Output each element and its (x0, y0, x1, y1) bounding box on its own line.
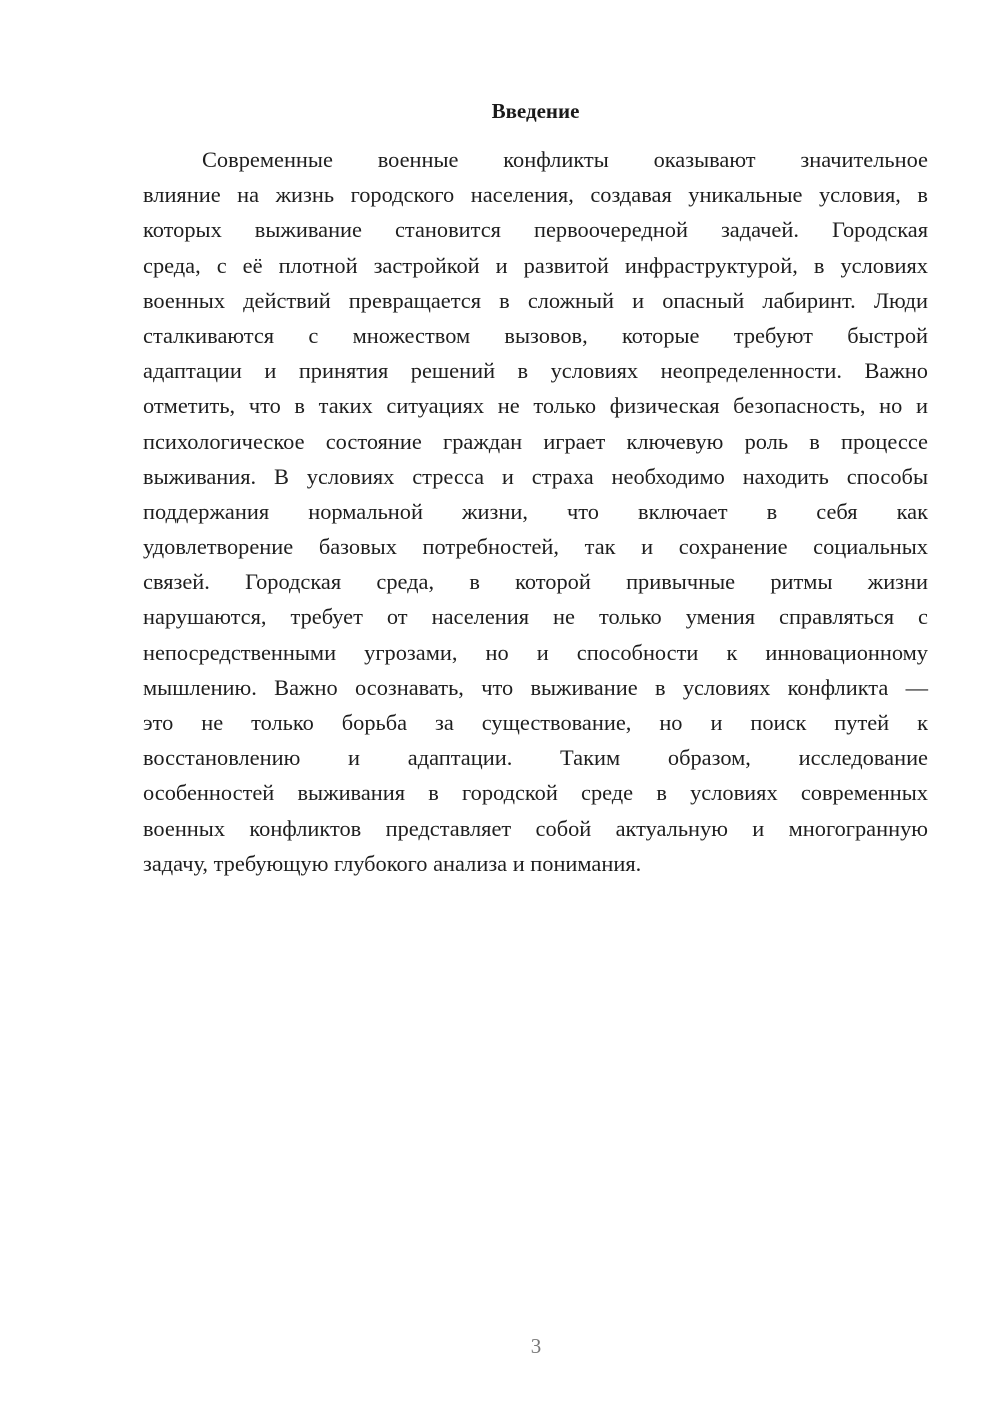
page-number: 3 (530, 1334, 542, 1358)
body-paragraph (143, 142, 928, 881)
paragraph-line: нарушаются, требует от населения не только умения справляться с (143, 604, 928, 630)
paragraph-line: влияние на жизнь городского населения, создавая уникальные условия, в (143, 182, 928, 208)
paragraph-line: психологическое состояние граждан играет ключевую роль в процессе (143, 428, 928, 454)
paragraph-line: связей. Городская среда, в которой привычные ритмы жизни (143, 569, 928, 595)
paragraph-line: удовлетворение базовых потребностей, так и сохранение социальных (143, 534, 928, 560)
paragraph-line: адаптации и принятия решений в условиях неопределенности. Важно (143, 358, 928, 384)
paragraph-line: военных действий превращается в сложный и опасный лабиринт. Люди (143, 287, 928, 313)
paragraph-line: особенностей выживания в городской среде в условиях современных (143, 780, 928, 806)
paragraph-line: непосредственными угрозами, но и способности к инновационному (143, 639, 928, 665)
paragraph-line: отметить, что в таких ситуациях не только физическая безопасность, но и (143, 393, 928, 419)
paragraph-line: восстановлению и адаптации. Таким образом, исследование (143, 745, 928, 771)
paragraph-line: выживания. В условиях стресса и страха необходимо находить способы (143, 463, 928, 489)
paragraph-line: мышлению. Важно осознавать, что выживание в условиях конфликта — (143, 674, 928, 700)
paragraph-line: среда, с её плотной застройкой и развитой инфраструктурой, в условиях (143, 252, 928, 278)
paragraph-line: это не только борьба за существование, но и поиск путей к (143, 710, 928, 735)
paragraph-line: которых выживание становится первоочередной задачей. Городская (143, 217, 928, 243)
paragraph-line: сталкиваются с множеством вызовов, которые требуют быстрой (143, 322, 928, 348)
paragraph-line: военных конфликтов представляет собой актуальную и многогранную (143, 815, 928, 841)
paragraph-line: поддержания нормальной жизни, что включает в себя как (143, 498, 928, 524)
paragraph-line: Современные военные конфликты оказывают значительное (202, 147, 928, 172)
section-heading: Введение (491, 99, 580, 123)
paragraph-line: задачу, требующую глубокого анализа и понимания. (143, 850, 642, 876)
